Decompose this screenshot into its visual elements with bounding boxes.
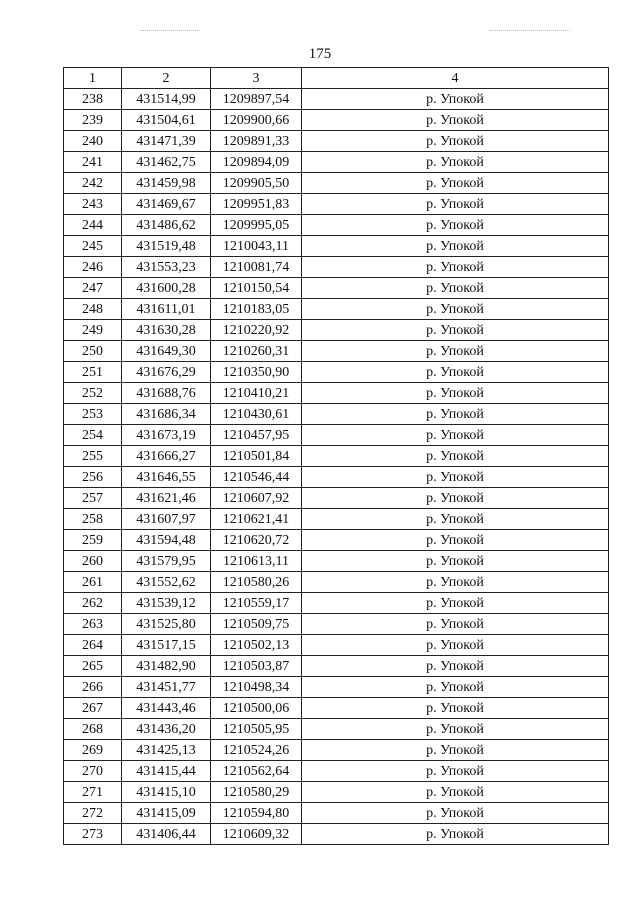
table-row xyxy=(64,677,609,698)
description-cell: р. Упокой xyxy=(302,215,609,236)
y-coordinate-cell: 1210183,05 xyxy=(211,299,302,320)
x-coordinate-cell: 431525,80 xyxy=(122,614,211,635)
x-coordinate-cell: 431579,95 xyxy=(122,551,211,572)
y-coordinate-cell: 1210546,44 xyxy=(211,467,302,488)
point-number-cell: 268 xyxy=(64,719,122,740)
y-coordinate-cell: 1210150,54 xyxy=(211,278,302,299)
y-coordinate-cell: 1209891,33 xyxy=(211,131,302,152)
y-coordinate-cell: 1210503,87 xyxy=(211,656,302,677)
table-row xyxy=(64,257,609,278)
point-number-cell: 273 xyxy=(64,824,122,845)
point-number-cell: 272 xyxy=(64,803,122,824)
table-row xyxy=(64,488,609,509)
table-row xyxy=(64,782,609,803)
scan-artifact-left xyxy=(140,30,200,33)
point-number-cell: 269 xyxy=(64,740,122,761)
x-coordinate-cell: 431482,90 xyxy=(122,656,211,677)
point-number-cell: 252 xyxy=(64,383,122,404)
point-number-cell: 267 xyxy=(64,698,122,719)
point-number-cell: 238 xyxy=(64,89,122,110)
x-coordinate-cell: 431471,39 xyxy=(122,131,211,152)
point-number-cell: 261 xyxy=(64,572,122,593)
point-number-cell: 262 xyxy=(64,593,122,614)
table-row xyxy=(64,698,609,719)
y-coordinate-cell: 1209905,50 xyxy=(211,173,302,194)
point-number-cell: 248 xyxy=(64,299,122,320)
description-cell: р. Упокой xyxy=(302,404,609,425)
y-coordinate-cell: 1210505,95 xyxy=(211,719,302,740)
x-coordinate-cell: 431630,28 xyxy=(122,320,211,341)
table-row xyxy=(64,236,609,257)
x-coordinate-cell: 431600,28 xyxy=(122,278,211,299)
column-header-2: 2 xyxy=(122,68,211,89)
table-header-row xyxy=(64,68,609,89)
scan-artifact-right xyxy=(490,30,570,33)
y-coordinate-cell: 1210457,95 xyxy=(211,425,302,446)
y-coordinate-cell: 1210562,64 xyxy=(211,761,302,782)
point-number-cell: 244 xyxy=(64,215,122,236)
y-coordinate-cell: 1210260,31 xyxy=(211,341,302,362)
table-row xyxy=(64,803,609,824)
description-cell: р. Упокой xyxy=(302,551,609,572)
description-cell: р. Упокой xyxy=(302,509,609,530)
description-cell: р. Упокой xyxy=(302,740,609,761)
column-header-3: 3 xyxy=(211,68,302,89)
y-coordinate-cell: 1210609,32 xyxy=(211,824,302,845)
table-row xyxy=(64,467,609,488)
point-number-cell: 259 xyxy=(64,530,122,551)
x-coordinate-cell: 431519,48 xyxy=(122,236,211,257)
x-coordinate-cell: 431504,61 xyxy=(122,110,211,131)
description-cell: р. Упокой xyxy=(302,656,609,677)
point-number-cell: 263 xyxy=(64,614,122,635)
description-cell: р. Упокой xyxy=(302,173,609,194)
x-coordinate-cell: 431673,19 xyxy=(122,425,211,446)
point-number-cell: 270 xyxy=(64,761,122,782)
x-coordinate-cell: 431539,12 xyxy=(122,593,211,614)
x-coordinate-cell: 431514,99 xyxy=(122,89,211,110)
point-number-cell: 271 xyxy=(64,782,122,803)
x-coordinate-cell: 431621,46 xyxy=(122,488,211,509)
description-cell: р. Упокой xyxy=(302,131,609,152)
point-number-cell: 251 xyxy=(64,362,122,383)
description-cell: р. Упокой xyxy=(302,719,609,740)
description-cell: р. Упокой xyxy=(302,782,609,803)
x-coordinate-cell: 431611,01 xyxy=(122,299,211,320)
x-coordinate-cell: 431649,30 xyxy=(122,341,211,362)
table-row xyxy=(64,404,609,425)
table-row xyxy=(64,383,609,404)
description-cell: р. Упокой xyxy=(302,89,609,110)
y-coordinate-cell: 1210594,80 xyxy=(211,803,302,824)
description-cell: р. Упокой xyxy=(302,572,609,593)
y-coordinate-cell: 1210621,41 xyxy=(211,509,302,530)
description-cell: р. Упокой xyxy=(302,635,609,656)
x-coordinate-cell: 431436,20 xyxy=(122,719,211,740)
point-number-cell: 249 xyxy=(64,320,122,341)
y-coordinate-cell: 1210501,84 xyxy=(211,446,302,467)
table-row xyxy=(64,299,609,320)
table-row xyxy=(64,425,609,446)
description-cell: р. Упокой xyxy=(302,677,609,698)
x-coordinate-cell: 431415,09 xyxy=(122,803,211,824)
y-coordinate-cell: 1210410,21 xyxy=(211,383,302,404)
table-row xyxy=(64,194,609,215)
description-cell: р. Упокой xyxy=(302,614,609,635)
description-cell: р. Упокой xyxy=(302,383,609,404)
page-number: 175 xyxy=(308,46,332,62)
point-number-cell: 258 xyxy=(64,509,122,530)
x-coordinate-cell: 431676,29 xyxy=(122,362,211,383)
x-coordinate-cell: 431666,27 xyxy=(122,446,211,467)
point-number-cell: 239 xyxy=(64,110,122,131)
table-row xyxy=(64,173,609,194)
table-row xyxy=(64,572,609,593)
y-coordinate-cell: 1210613,11 xyxy=(211,551,302,572)
description-cell: р. Упокой xyxy=(302,110,609,131)
x-coordinate-cell: 431459,98 xyxy=(122,173,211,194)
description-cell: р. Упокой xyxy=(302,446,609,467)
table-row xyxy=(64,719,609,740)
x-coordinate-cell: 431451,77 xyxy=(122,677,211,698)
y-coordinate-cell: 1209900,66 xyxy=(211,110,302,131)
description-cell: р. Упокой xyxy=(302,362,609,383)
table-body xyxy=(64,89,609,845)
description-cell: р. Упокой xyxy=(302,467,609,488)
table-row xyxy=(64,593,609,614)
table-row xyxy=(64,152,609,173)
x-coordinate-cell: 431517,15 xyxy=(122,635,211,656)
table-row xyxy=(64,89,609,110)
y-coordinate-cell: 1210509,75 xyxy=(211,614,302,635)
table-row xyxy=(64,614,609,635)
point-number-cell: 255 xyxy=(64,446,122,467)
description-cell: р. Упокой xyxy=(302,593,609,614)
point-number-cell: 257 xyxy=(64,488,122,509)
y-coordinate-cell: 1210220,92 xyxy=(211,320,302,341)
table-row xyxy=(64,320,609,341)
description-cell: р. Упокой xyxy=(302,152,609,173)
table-row xyxy=(64,761,609,782)
x-coordinate-cell: 431486,62 xyxy=(122,215,211,236)
description-cell: р. Упокой xyxy=(302,425,609,446)
x-coordinate-cell: 431607,97 xyxy=(122,509,211,530)
x-coordinate-cell: 431646,55 xyxy=(122,467,211,488)
y-coordinate-cell: 1210559,17 xyxy=(211,593,302,614)
x-coordinate-cell: 431406,44 xyxy=(122,824,211,845)
description-cell: р. Упокой xyxy=(302,530,609,551)
y-coordinate-cell: 1210502,13 xyxy=(211,635,302,656)
x-coordinate-cell: 431469,67 xyxy=(122,194,211,215)
x-coordinate-cell: 431462,75 xyxy=(122,152,211,173)
point-number-cell: 264 xyxy=(64,635,122,656)
point-number-cell: 254 xyxy=(64,425,122,446)
description-cell: р. Упокой xyxy=(302,320,609,341)
y-coordinate-cell: 1209951,83 xyxy=(211,194,302,215)
description-cell: р. Упокой xyxy=(302,803,609,824)
point-number-cell: 266 xyxy=(64,677,122,698)
x-coordinate-cell: 431686,34 xyxy=(122,404,211,425)
description-cell: р. Упокой xyxy=(302,341,609,362)
coordinates-table xyxy=(63,67,609,845)
x-coordinate-cell: 431553,23 xyxy=(122,257,211,278)
point-number-cell: 260 xyxy=(64,551,122,572)
x-coordinate-cell: 431552,62 xyxy=(122,572,211,593)
y-coordinate-cell: 1210607,92 xyxy=(211,488,302,509)
point-number-cell: 265 xyxy=(64,656,122,677)
description-cell: р. Упокой xyxy=(302,698,609,719)
table-row xyxy=(64,131,609,152)
table-row xyxy=(64,278,609,299)
point-number-cell: 243 xyxy=(64,194,122,215)
description-cell: р. Упокой xyxy=(302,761,609,782)
y-coordinate-cell: 1210580,29 xyxy=(211,782,302,803)
table-row xyxy=(64,551,609,572)
y-coordinate-cell: 1210580,26 xyxy=(211,572,302,593)
column-header-4: 4 xyxy=(302,68,609,89)
description-cell: р. Упокой xyxy=(302,194,609,215)
y-coordinate-cell: 1210524,26 xyxy=(211,740,302,761)
point-number-cell: 250 xyxy=(64,341,122,362)
y-coordinate-cell: 1210081,74 xyxy=(211,257,302,278)
y-coordinate-cell: 1210500,06 xyxy=(211,698,302,719)
y-coordinate-cell: 1210350,90 xyxy=(211,362,302,383)
y-coordinate-cell: 1210498,34 xyxy=(211,677,302,698)
table-row xyxy=(64,824,609,845)
table-row xyxy=(64,635,609,656)
description-cell: р. Упокой xyxy=(302,278,609,299)
point-number-cell: 241 xyxy=(64,152,122,173)
x-coordinate-cell: 431594,48 xyxy=(122,530,211,551)
x-coordinate-cell: 431415,44 xyxy=(122,761,211,782)
y-coordinate-cell: 1209897,54 xyxy=(211,89,302,110)
table-row xyxy=(64,509,609,530)
point-number-cell: 256 xyxy=(64,467,122,488)
y-coordinate-cell: 1209995,05 xyxy=(211,215,302,236)
y-coordinate-cell: 1210043,11 xyxy=(211,236,302,257)
description-cell: р. Упокой xyxy=(302,299,609,320)
description-cell: р. Упокой xyxy=(302,257,609,278)
table-row xyxy=(64,341,609,362)
x-coordinate-cell: 431425,13 xyxy=(122,740,211,761)
y-coordinate-cell: 1209894,09 xyxy=(211,152,302,173)
x-coordinate-cell: 431688,76 xyxy=(122,383,211,404)
point-number-cell: 245 xyxy=(64,236,122,257)
table-row xyxy=(64,362,609,383)
point-number-cell: 246 xyxy=(64,257,122,278)
x-coordinate-cell: 431415,10 xyxy=(122,782,211,803)
x-coordinate-cell: 431443,46 xyxy=(122,698,211,719)
description-cell: р. Упокой xyxy=(302,488,609,509)
table-row xyxy=(64,215,609,236)
description-cell: р. Упокой xyxy=(302,824,609,845)
table-row xyxy=(64,656,609,677)
y-coordinate-cell: 1210430,61 xyxy=(211,404,302,425)
table-row xyxy=(64,110,609,131)
point-number-cell: 242 xyxy=(64,173,122,194)
table-row xyxy=(64,446,609,467)
point-number-cell: 247 xyxy=(64,278,122,299)
description-cell: р. Упокой xyxy=(302,236,609,257)
column-header-1: 1 xyxy=(64,68,122,89)
table-row xyxy=(64,530,609,551)
point-number-cell: 240 xyxy=(64,131,122,152)
table-row xyxy=(64,740,609,761)
point-number-cell: 253 xyxy=(64,404,122,425)
y-coordinate-cell: 1210620,72 xyxy=(211,530,302,551)
